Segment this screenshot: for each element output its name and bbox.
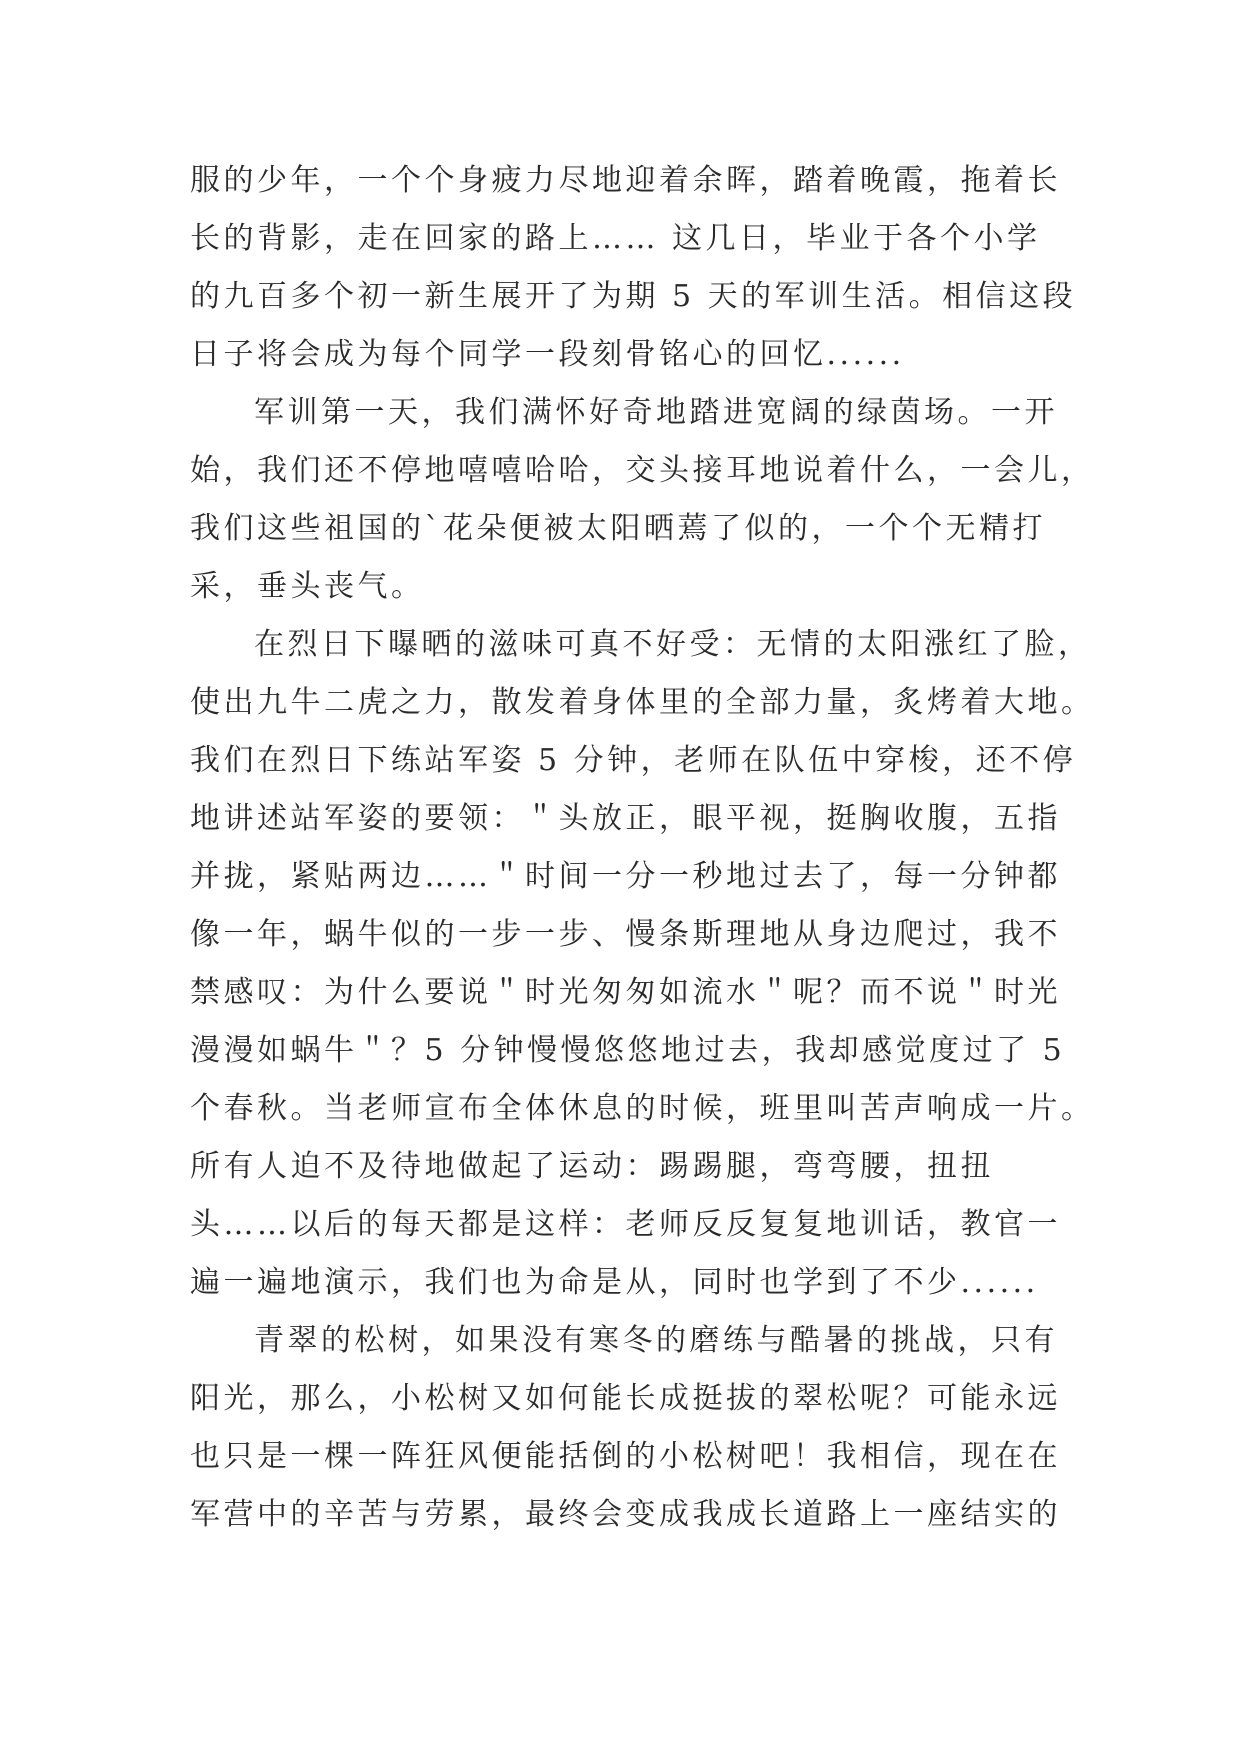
text-line: 头……以后的每天都是这样：老师反反复复地训话，教官一 (190, 1207, 1061, 1242)
text-line: 遍一遍地演示，我们也为命是从，同时也学到了不少...... (190, 1265, 1039, 1300)
text-line: 使出九牛二虎之力，散发着身体里的全部力量，炙烤着大地。 (190, 685, 1095, 720)
text-line: 漫漫如蜗牛＂？5 分钟慢慢悠悠地过去，我却感觉度过了 5 (190, 1033, 1066, 1068)
paragraph-3 (190, 616, 1095, 1312)
text-line: 采，垂头丧气。 (190, 569, 425, 604)
essay-body (190, 152, 1095, 1544)
text-line: 始，我们还不停地嘻嘻哈哈，交头接耳地说着什么，一会儿， (190, 453, 1095, 488)
text-line: 并拢，紧贴两边……＂时间一分一秒地过去了，每一分钟都 (190, 859, 1061, 894)
text-line: 地讲述站军姿的要领：＂头放正，眼平视，挺胸收腹，五指 (190, 801, 1061, 836)
text-line: 青翠的松树，如果没有寒冬的磨练与酷暑的挑战，只有 (254, 1323, 1058, 1358)
text-line: 的九百多个初一新生展开了为期 5 天的军训生活。相信这段 (190, 279, 1077, 314)
paragraph-4 (190, 1312, 1060, 1544)
text-line: 所有人迫不及待地做起了运动：踢踢腿，弯弯腰，扭扭 (190, 1149, 994, 1184)
text-line: 个春秋。当老师宣布全体休息的时候，班里叫苦声响成一片。 (190, 1091, 1095, 1126)
text-line: 我们在烈日下练站军姿 5 分钟，老师在队伍中穿梭，还不停 (190, 743, 1077, 778)
paragraph-2 (190, 384, 1095, 616)
text-line: 也只是一棵一阵狂风便能括倒的小松树吧！我相信，现在在 (190, 1439, 1061, 1474)
paragraph-1 (190, 152, 1077, 384)
text-line: 阳光，那么，小松树又如何能长成挺拔的翠松呢？可能永远 (190, 1381, 1061, 1416)
text-line: 我们这些祖国的`花朵便被太阳晒蔫了似的，一个个无精打 (190, 511, 1046, 546)
text-line: 在烈日下曝晒的滋味可真不好受：无情的太阳涨红了脸， (254, 627, 1092, 662)
text-line: 像一年，蜗牛似的一步一步、慢条斯理地从身边爬过，我不 (190, 917, 1061, 952)
text-line: 军训第一天，我们满怀好奇地踏进宽阔的绿茵场。一开 (254, 395, 1058, 430)
text-line: 军营中的辛苦与劳累，最终会变成我成长道路上一座结实的 (190, 1497, 1061, 1532)
text-line: 长的背影，走在回家的路上…… 这几日，毕业于各个小学 (190, 221, 1041, 256)
text-line: 日子将会成为每个同学一段刻骨铭心的回忆...... (190, 337, 905, 372)
text-line: 禁感叹：为什么要说＂时光匆匆如流水＂呢？而不说＂时光 (190, 975, 1061, 1010)
text-line: 服的少年，一个个身疲力尽地迎着余晖，踏着晚霞，拖着长 (190, 163, 1061, 198)
